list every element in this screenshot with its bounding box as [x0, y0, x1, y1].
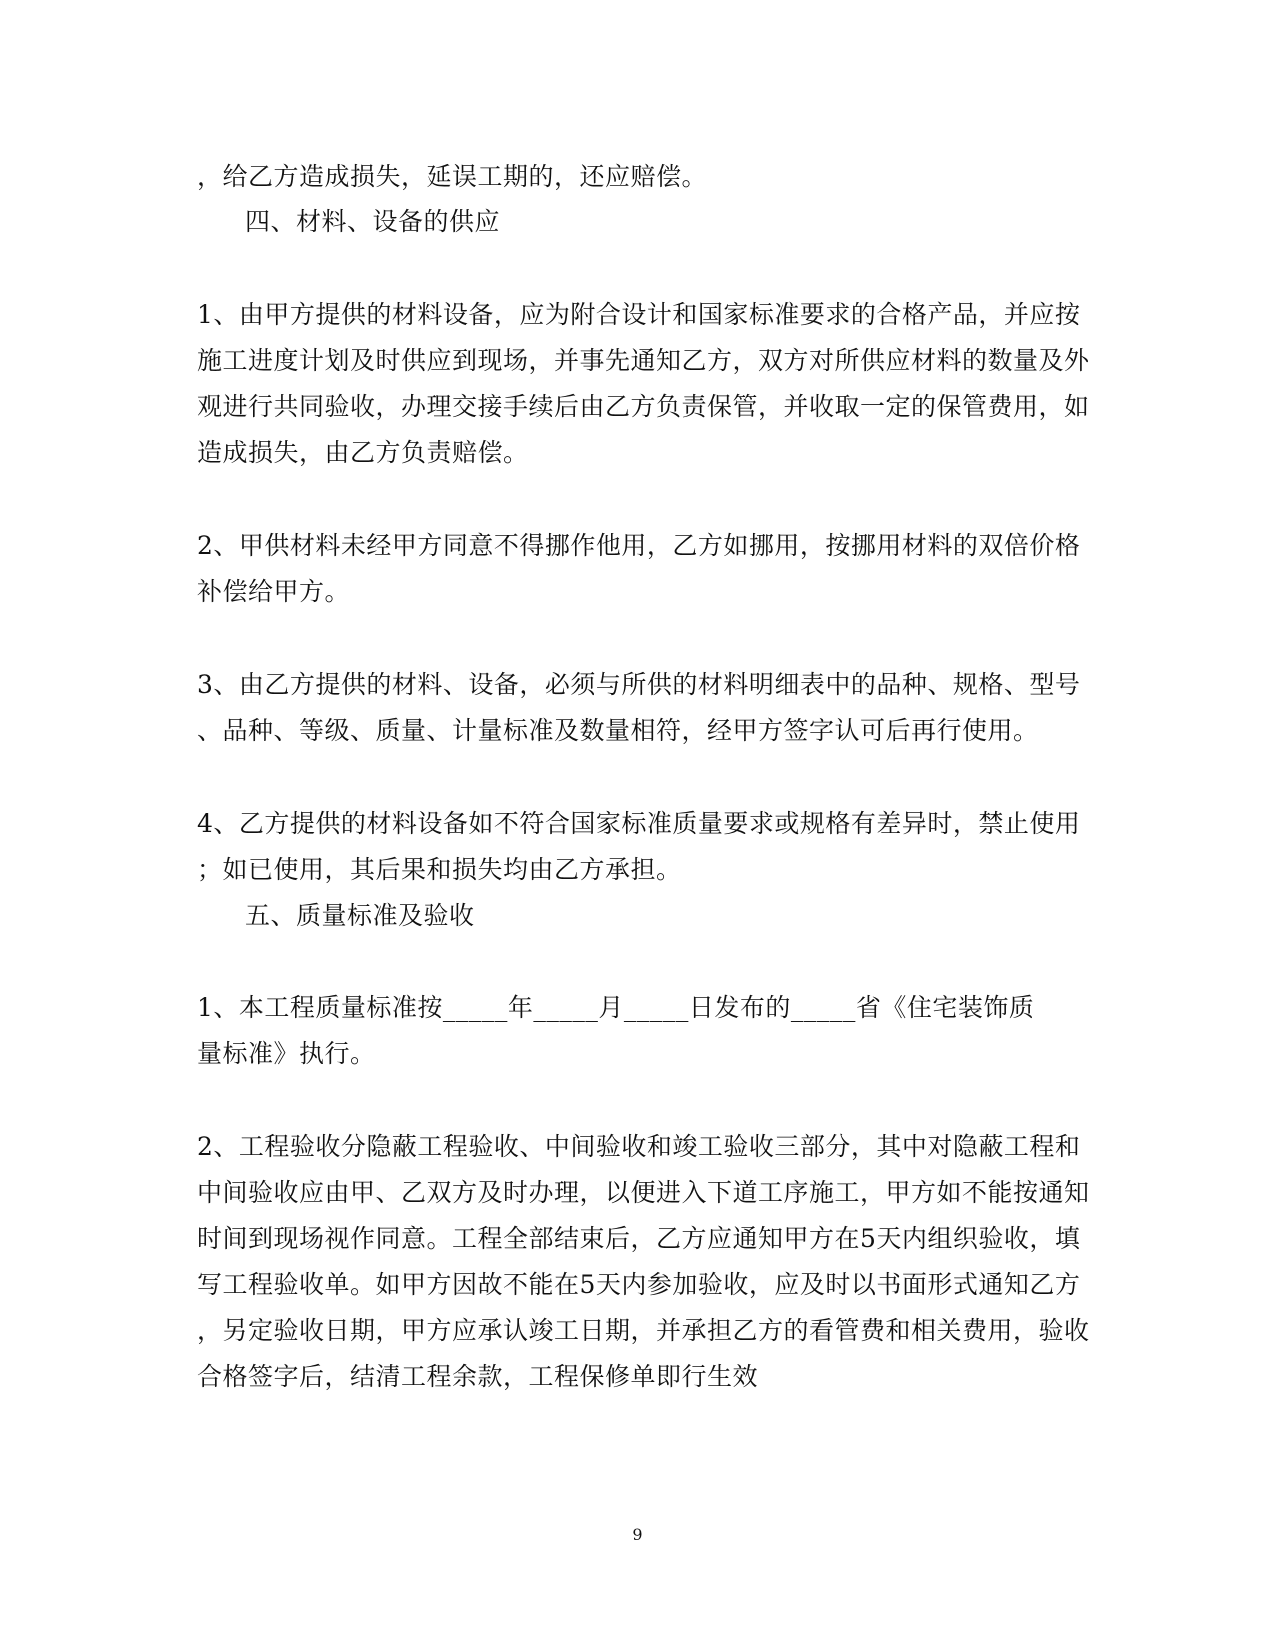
- text-line: 4、乙方提供的材料设备如不符合国家标准质量要求或规格有差异时，禁止使用: [197, 809, 1081, 838]
- text-line: 量标准》执行。: [197, 1039, 376, 1068]
- section-heading: 五、质量标准及验收: [245, 901, 475, 930]
- text-line: ，给乙方造成损失，延误工期的，还应赔偿。: [197, 162, 708, 191]
- text-line: 2、工程验收分隐蔽工程验收、中间验收和竣工验收三部分，其中对隐蔽工程和: [197, 1132, 1081, 1161]
- text-line: 补偿给甲方。: [197, 577, 351, 606]
- text-line: 观进行共同验收，办理交接手续后由乙方负责保管，并收取一定的保管费用，如: [197, 392, 1090, 421]
- text-line: ；如已使用，其后果和损失均由乙方承担。: [197, 855, 682, 884]
- text-line: 中间验收应由甲、乙双方及时办理，以便进入下道工序施工，甲方如不能按通知: [197, 1178, 1090, 1207]
- text-line: 、品种、等级、质量、计量标准及数量相符，经甲方签字认可后再行使用。: [197, 716, 1039, 745]
- page-number: 9: [632, 1525, 643, 1544]
- text-line: ，另定验收日期，甲方应承认竣工日期，并承担乙方的看管费和相关费用，验收: [197, 1316, 1090, 1345]
- text-line: 1、本工程质量标准按_____年_____月_____日发布的_____省《住宅装饰质: [197, 993, 1035, 1022]
- text-line: 写工程验收单。如甲方因故不能在5天内参加验收，应及时以书面形式通知乙方: [197, 1270, 1081, 1299]
- text-line: 施工进度计划及时供应到现场，并事先通知乙方，双方对所供应材料的数量及外: [197, 346, 1090, 375]
- text-line: 时间到现场视作同意。工程全部结束后，乙方应通知甲方在5天内组织验收，填: [197, 1224, 1081, 1253]
- text-line: 3、由乙方提供的材料、设备，必须与所供的材料明细表中的品种、规格、型号: [197, 670, 1081, 699]
- section-heading: 四、材料、设备的供应: [245, 207, 501, 236]
- text-line: 1、由甲方提供的材料设备，应为附合设计和国家标准要求的合格产品，并应按: [197, 300, 1081, 329]
- text-line: 2、甲供材料未经甲方同意不得挪作他用，乙方如挪用，按挪用材料的双倍价格: [197, 531, 1081, 560]
- text-line: 造成损失，由乙方负责赔偿。: [197, 438, 529, 467]
- text-line: 合格签字后，结清工程余款，工程保修单即行生效: [197, 1362, 759, 1391]
